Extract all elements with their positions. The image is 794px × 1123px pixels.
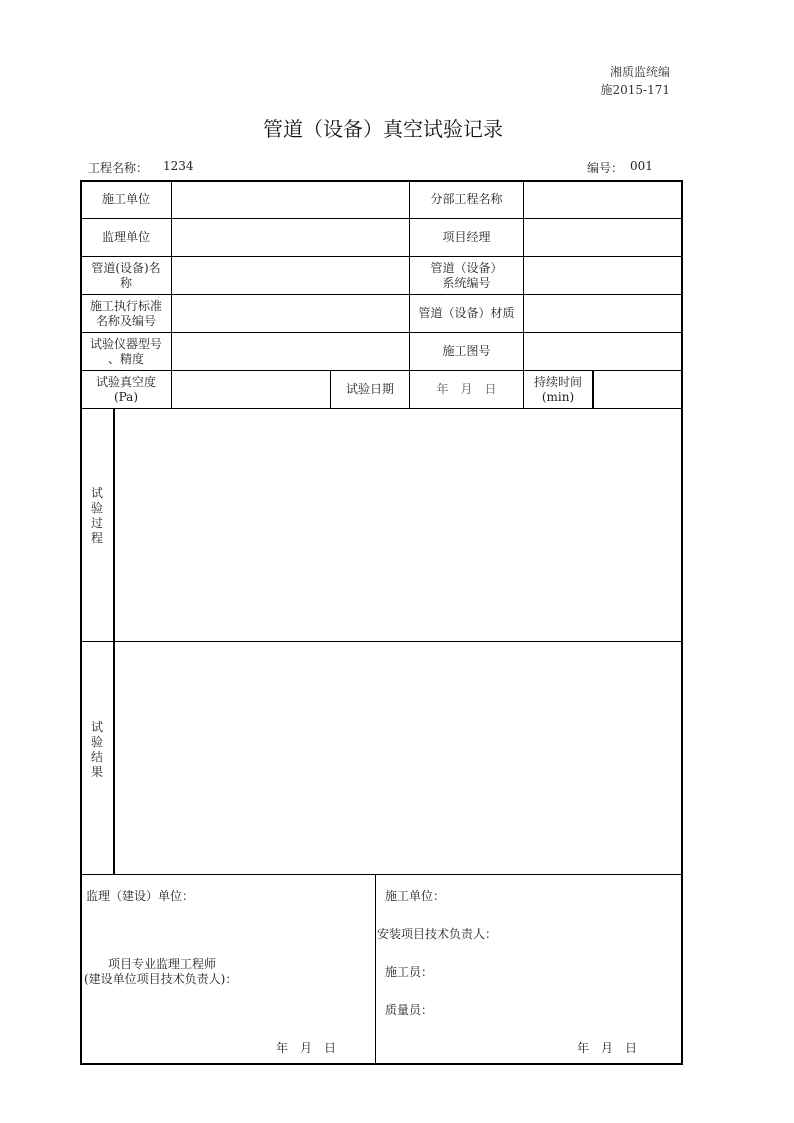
vacuum-test-form — [80, 180, 683, 1065]
doc-code-line1: 湘质监统编 — [609, 65, 670, 79]
sub-project-name-label: 分部工程名称 — [430, 192, 503, 206]
sub-project-name-field[interactable] — [524, 181, 681, 218]
instrument-field[interactable] — [172, 333, 409, 370]
table-border-right — [681, 180, 683, 1065]
drawing-no-label: 施工图号 — [442, 344, 491, 358]
test-process-char: 试 — [90, 486, 103, 500]
row-divider — [80, 874, 683, 875]
test-process-char: 验 — [90, 501, 103, 515]
pipe-name-field[interactable] — [172, 257, 409, 294]
supervision-unit-label: 监理单位 — [101, 230, 150, 244]
vacuum-label — [81, 371, 171, 408]
number-value[interactable]: 001 — [630, 159, 653, 173]
test-result-label — [80, 720, 114, 780]
standard-field[interactable] — [172, 295, 409, 332]
test-process-field[interactable] — [116, 409, 681, 641]
duration-field[interactable] — [594, 371, 681, 408]
test-date-label: 试验日期 — [345, 382, 394, 396]
duration-label — [524, 371, 592, 408]
col-divider — [375, 874, 376, 1064]
pipe-material-field[interactable] — [524, 295, 681, 332]
vacuum-label-line2: (Pa) — [113, 389, 139, 404]
vacuum-label-line1: 试验真空度 — [95, 374, 156, 389]
page-title: 管道（设备）真空试验记录 — [263, 117, 503, 141]
col-divider — [113, 408, 115, 874]
duration-label-line1: 持续时间 — [533, 374, 582, 389]
instrument-label-line2: 、精度 — [107, 351, 144, 366]
test-process-char: 过 — [90, 516, 103, 530]
quality-inspector-label: 质量员： — [385, 1003, 434, 1017]
pipe-name-label-line1: 管道(设备)名 — [91, 260, 161, 275]
instrument-label — [81, 333, 171, 370]
builder-label: 施工员： — [385, 965, 434, 979]
project-name-label: 工程名称： — [88, 161, 149, 175]
pipe-material-label: 管道（设备）材质 — [418, 306, 515, 320]
construction-unit-label: 施工单位 — [101, 192, 150, 206]
pipe-system-no-label-line2: 系统编号 — [442, 275, 491, 290]
supervision-unit-sign-label: 监理（建设）单位： — [86, 889, 195, 903]
pipe-system-no-field[interactable] — [524, 257, 681, 294]
duration-label-line2: (min) — [541, 389, 575, 404]
vacuum-field[interactable] — [172, 371, 330, 408]
doc-code-line2: 施2015-171 — [600, 83, 670, 97]
number-label: 编号： — [587, 161, 624, 175]
test-result-char: 果 — [90, 765, 103, 779]
instrument-label-line1: 试验仪器型号 — [89, 336, 162, 351]
test-result-char: 验 — [90, 735, 103, 749]
test-result-char: 结 — [90, 750, 103, 764]
owner-tech-leader-label: (建设单位项目技术负责人)： — [84, 972, 238, 986]
drawing-no-field[interactable] — [524, 333, 681, 370]
pipe-name-label-line2: 称 — [119, 275, 132, 290]
test-process-label — [80, 486, 114, 546]
standard-label — [81, 295, 171, 332]
test-process-char: 程 — [90, 531, 103, 545]
test-result-char: 试 — [90, 720, 103, 734]
project-manager-label: 项目经理 — [442, 230, 491, 244]
project-manager-field[interactable] — [524, 219, 681, 256]
table-border-bottom — [80, 1063, 683, 1065]
standard-label-line1: 施工执行标准 — [89, 298, 162, 313]
test-result-field[interactable] — [116, 642, 681, 874]
project-name-value[interactable]: 1234 — [163, 159, 194, 173]
test-date-field[interactable]: 年 月 日 — [436, 382, 497, 396]
pipe-system-no-label — [410, 257, 523, 294]
construction-unit-field[interactable] — [172, 181, 409, 218]
supervision-unit-field[interactable] — [172, 219, 409, 256]
construction-sign-date[interactable]: 年 月 日 — [577, 1041, 638, 1055]
supervision-sign-date[interactable]: 年 月 日 — [276, 1041, 337, 1055]
pipe-system-no-label-line1: 管道（设备） — [430, 260, 503, 275]
construction-unit-sign-label: 施工单位： — [385, 889, 446, 903]
install-tech-leader-label: 安装项目技术负责人： — [377, 927, 498, 941]
supervision-engineer-label: 项目专业监理工程师 — [108, 957, 217, 971]
pipe-name-label — [81, 257, 171, 294]
standard-label-line2: 名称及编号 — [95, 313, 156, 328]
